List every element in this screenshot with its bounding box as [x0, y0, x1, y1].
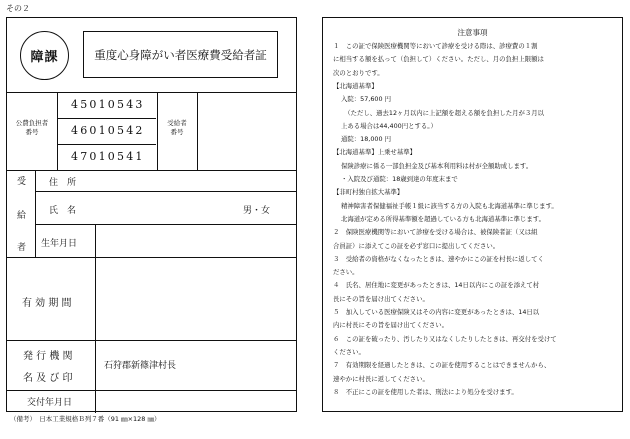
notes-line: 通院：18,000 円 [341, 135, 391, 144]
sheet-label: その２ [6, 4, 30, 13]
divider [7, 92, 296, 93]
name-label: 氏 名 [49, 206, 77, 216]
notes-line: １ この証で保険医療機関等において診療を受ける際は、診療費の１割 [333, 42, 538, 50]
notes-line: ださい。 [333, 268, 359, 277]
divider [7, 340, 296, 341]
notes-line: 速やかに村長に返してください。 [333, 374, 429, 383]
card-title: 重度心身障がい者医療費受給者証 [83, 31, 278, 78]
validity-label: 有 効 期 間 [22, 298, 72, 309]
notes-line: 長にその旨を届け出てください。 [333, 294, 429, 303]
department-badge: 障課 [20, 31, 69, 80]
issuer-value: 石狩郡新篠津村長 [104, 361, 177, 371]
notes-line: 【非町村独自拡大基準】 [333, 188, 404, 197]
notes-line: ４ 氏名、居住地に変更があったときは、14日以内にこの証を添えて村 [333, 281, 540, 290]
notes-line: 【北海道基準】 [333, 81, 378, 90]
insurer-number-label-2: 番号 [25, 128, 39, 136]
insurer-number: 46010542 [71, 124, 145, 137]
divider [7, 257, 296, 258]
divider [7, 390, 296, 391]
footer-note: （備考） 日本工業規格Ｂ列７番（91 ㎜×128 ㎜） [10, 415, 161, 423]
recipient-char: 受 [17, 177, 27, 187]
recipient-number-label: 受給者 [167, 119, 187, 127]
notes-line: 入院：57,600 円 [341, 95, 391, 104]
notes-line: ６ この証を破ったり、汚したり又はなくしたりしたときは、再交付を受けて [333, 334, 557, 343]
notes-line: 北海道が定める所得基準額を超過している方も北海道基準に準じます。 [341, 214, 545, 223]
issuer-label: 発 行 機 関 [23, 351, 73, 362]
notes-title: 注意事項 [457, 28, 488, 37]
address-label: 住 所 [49, 178, 77, 188]
insurer-number-label: 公費負担者 [15, 119, 49, 127]
notes-panel [322, 17, 623, 412]
issue-date-label: 交付年月日 [27, 398, 73, 408]
notes-line: （ただし、過去12ヶ月以内に上記額を超える額を負担した月が３月以 [341, 108, 545, 117]
notes-line: 保険診療に係る一部負担金及び基本利用料は村が全額助成します。 [341, 161, 533, 170]
gender-options: 男・女 [243, 206, 271, 216]
notes-line: ・入院及び通院：18歳到達の年度末まで [341, 175, 458, 183]
insurer-number: 47010541 [71, 150, 145, 163]
recipient-char: 給 [17, 211, 27, 221]
notes-line: ３ 受給者の資格がなくなったときは、速やかにこの証を村長に返してく [333, 254, 544, 263]
notes-line: 合員証）に添えてこの証を必ず窓口に提出してください。 [333, 241, 500, 250]
notes-line: 次のとおりです。 [333, 68, 384, 77]
notes-line: ７ 有効期限を経過したときは、この証を使用することはできませんから、 [333, 361, 551, 370]
divider [7, 170, 296, 171]
dob-label: 生年月日 [41, 239, 78, 249]
notes-line: に相当する額を払って（負担して）ください。ただし、月の負担上限額は [333, 55, 544, 64]
recipient-number-label-2: 番号 [170, 128, 184, 136]
notes-line: 上ある場合は44,400円とする。） [341, 121, 437, 130]
recipient-card [6, 17, 297, 412]
recipient-char: 者 [17, 243, 27, 253]
notes-line: ２ 保険医療機関等において診療を受ける場合は、被保険者証（又は組 [333, 228, 538, 237]
notes-line: 【北海道基準】上乗せ基準】 [333, 148, 417, 157]
notes-line: ５ 加入している医療保険又はその内容に変更があったときは、14日以 [333, 308, 540, 316]
insurer-number: 45010543 [71, 98, 145, 111]
notes-line: ８ 不正にこの証を使用した者は、刑法により処分を受けます。 [333, 387, 518, 396]
notes-line: 内に村長にその旨を届け出てください。 [333, 321, 449, 330]
notes-line: 精神障害者保健福祉手帳１級に該当する方の入院も北海道基準に準じます。 [341, 201, 558, 210]
issuer-label-2: 名 及 び 印 [23, 373, 73, 384]
notes-line: ください。 [333, 347, 365, 356]
